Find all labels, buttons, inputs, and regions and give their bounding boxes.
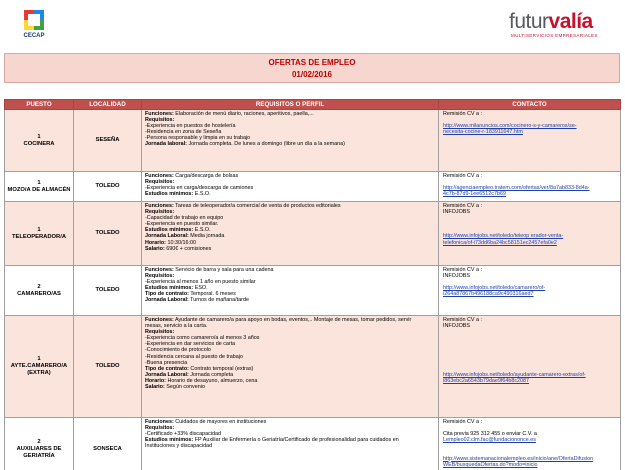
column-header-requisitos: REQUISITOS O PERFIL — [142, 100, 439, 110]
requirement-text: -Experiencia al menos 1 año en puesto similar — [145, 279, 256, 286]
table-row — [5, 172, 621, 202]
requirement-text: -Experiencia en puestos de hostelería — [145, 123, 236, 130]
position-count: 1 — [37, 356, 41, 362]
table-row — [5, 202, 621, 266]
contact-link[interactable]: http://www.infojobs.net/toledo/ayudante-camarero-extras/of- — [443, 371, 586, 378]
page-title: OFERTAS DE EMPLEO — [268, 58, 356, 67]
requirement-text: ESO. — [193, 285, 208, 292]
position-name: MOZO/A DE ALMACÉN — [7, 186, 71, 193]
requirement-label: Requisitos: — [145, 425, 175, 432]
requirement-text: Cuidados de mayores en instituciones — [173, 419, 267, 425]
table-header-row — [5, 100, 621, 110]
position-count: 2 — [37, 439, 41, 445]
contact-text: Cita previa 925 312 455 o enviar C.V. a — [443, 431, 537, 438]
requirement-text: -Experiencia en dar servicios de carta — [145, 341, 236, 348]
requirement-label: Funciones: — [145, 419, 174, 425]
cell-localidad: TOLEDO — [74, 266, 142, 316]
requirement-text: -Capacidad de trabajo en equipo — [145, 215, 224, 222]
cell-contacto — [439, 202, 621, 266]
table-row — [5, 418, 621, 470]
requirement-label: Estudios mínimos: — [145, 227, 194, 234]
cell-contacto — [439, 172, 621, 202]
contact-text: Remisión CV a : — [443, 173, 482, 179]
cell-puesto — [5, 266, 74, 316]
position-name: CAMARERO/AS — [17, 290, 61, 297]
position-name: AYTE.CAMARERO/A (EXTRA) — [10, 363, 68, 376]
requirement-text: E.S.O. — [193, 191, 211, 198]
requirement-label: Jornada Laboral: — [145, 297, 189, 304]
requirement-text: 690€ + comisiones — [164, 245, 212, 252]
requirement-text: -Experiencia como camarero/a al menos 3 años — [145, 335, 260, 342]
contact-text: INFOJOBS — [443, 209, 470, 216]
contact-text: Remisión CV a : — [443, 317, 482, 323]
position-count: 1 — [37, 226, 41, 233]
requirement-label: Horario: — [145, 239, 166, 246]
requirement-label: Estudios mínimos: — [145, 285, 194, 292]
contact-text: Remisión CV a : — [443, 111, 482, 117]
contact-link[interactable]: 4c7b-87d9-1ee6512c7b69 — [443, 191, 506, 198]
requirement-text: Según convenio — [164, 384, 205, 391]
requirement-label: Jornada Laboral: — [145, 371, 189, 378]
requirement-text: Ayudante de camarero/a para apoyo en bodas, eventos,.. Montaje de mesas, tomar pedidos, servir — [173, 317, 412, 323]
cell-puesto — [5, 110, 74, 172]
requirement-line — [145, 297, 436, 303]
logo-word-part1: futur — [509, 10, 549, 33]
position-name: AUXILIARES DE GERIATRÍA — [16, 446, 62, 459]
contact-text: INFOJOBS — [443, 323, 470, 330]
cell-localidad: SESEÑA — [74, 110, 142, 172]
requirement-text: Elaboración de menú diario, raciones, aperitivos, paella,... — [173, 111, 314, 117]
requirement-label: Funciones: — [145, 267, 174, 273]
contact-link[interactable]: Lempleo02.clm.fac@fundaciononce.es — [443, 437, 536, 444]
requirement-text: Horario de desayuno, almuerzo, cena — [165, 377, 258, 384]
cell-localidad: TOLEDO — [74, 316, 142, 418]
requirement-text: -Certificado +33% discapacidad — [145, 431, 221, 438]
page-date: 01/02/2016 — [291, 70, 333, 79]
requirement-label: Estudios mínimos: — [145, 191, 194, 198]
requirement-label: Requisitos: — [145, 329, 175, 336]
contact-text: Remisión CV a : — [443, 419, 482, 425]
contact-link[interactable]: i863ebc2a6543b79dae9f64b8c2087 — [443, 377, 530, 384]
requirement-label: Requisitos: — [145, 179, 175, 186]
cecap-logo-icon — [20, 6, 48, 32]
position-count: 1 — [37, 179, 41, 186]
cell-puesto — [5, 172, 74, 202]
requirement-label: Requisitos: — [145, 209, 175, 216]
requirement-text: Jornada completa — [188, 371, 234, 378]
cell-contacto — [439, 110, 621, 172]
cell-requisitos — [142, 418, 439, 470]
job-offers-table — [4, 99, 621, 470]
cell-requisitos — [142, 202, 439, 266]
contact-link[interactable]: telefonica/of-i73dd6ba24bc58151ec2457efa0e2 — [443, 239, 557, 246]
requirement-text: Turnos de mañana/tarde — [188, 297, 249, 304]
requirement-text: -Experiencia en puesto similar. — [145, 221, 219, 228]
job-rows — [5, 110, 621, 470]
futurvalia-logo-wordmark — [509, 11, 609, 33]
cell-puesto — [5, 316, 74, 418]
cell-requisitos — [142, 316, 439, 418]
requirement-text: 10:30/16:00 — [165, 239, 196, 246]
logo-word-part2: valía — [548, 10, 593, 33]
requirement-label: Funciones: — [145, 111, 174, 117]
requirement-text: -Persona responsable y limpia en su trabajo — [145, 135, 251, 142]
requirement-label: Jornada Laboral: — [145, 233, 189, 240]
table-row — [5, 266, 621, 316]
title-banner — [4, 53, 620, 83]
cell-requisitos — [142, 110, 439, 172]
requirement-label: Funciones: — [145, 317, 174, 323]
requirement-label: Requisitos: — [145, 117, 175, 124]
requirement-text: E.S.O. — [193, 227, 211, 234]
requirement-label: Funciones: — [145, 203, 174, 209]
cell-requisitos — [142, 172, 439, 202]
requirement-text: Servicio de barra y sala para una cadena — [173, 267, 274, 273]
cell-localidad: TOLEDO — [74, 202, 142, 266]
requirement-label: Horario: — [145, 377, 166, 384]
requirement-text: Media jornada — [188, 233, 225, 240]
contact-link[interactable]: WEB/busquedaOfertas.do?modo=inicio — [443, 461, 538, 468]
requirement-text: Temporal. 6 meses — [188, 291, 236, 298]
contact-text: INFOJOBS — [443, 273, 470, 280]
position-name: TELEOPERADOR/A — [11, 233, 67, 240]
column-header-puesto: PUESTO — [5, 100, 74, 110]
requirement-text: Tareas de teleoperador/a comercial de venta de productos editoriales — [173, 203, 341, 209]
requirement-text: Instituciones y discapacidad — [145, 443, 213, 450]
cell-contacto — [439, 266, 621, 316]
requirement-label: Estudios mínimos: — [145, 437, 194, 444]
requirement-label: Salario: — [145, 245, 165, 252]
column-header-localidad: LOCALIDAD — [74, 100, 142, 110]
requirement-text: -Buena presencia — [145, 359, 188, 366]
requirement-label: Salario: — [145, 384, 165, 391]
requirement-line — [145, 443, 436, 449]
table-row — [5, 316, 621, 418]
futurvalia-logo — [509, 11, 609, 41]
cell-contacto — [439, 316, 621, 418]
requirement-line — [145, 246, 436, 252]
requirement-line — [145, 384, 436, 390]
cell-localidad: SONSECA — [74, 418, 142, 470]
requirement-text: Contrato temporal (extras) — [188, 365, 254, 372]
requirement-label: Funciones: — [145, 173, 174, 179]
contact-link[interactable]: http://www.milanuncios.com/cocinero-s-y-camareros/se- — [443, 123, 577, 130]
requirement-text: -Residencia en zona de Seseña — [145, 129, 222, 136]
cecap-logo-text: CECAP — [23, 33, 45, 39]
cell-puesto — [5, 202, 74, 266]
cell-contacto — [439, 418, 621, 470]
requirement-text: Jornada completa. De lunes a domingo (libre un día a la semana) — [186, 141, 345, 148]
requirement-label: Tipo de contrato: — [145, 365, 189, 372]
requirement-line — [145, 191, 436, 197]
futurvalia-logo-tagline: MULTISERVICIOS EMPRESARIALES — [511, 33, 598, 38]
contact-link[interactable]: necesita-cocine-r-183911647.htm — [443, 129, 523, 136]
position-count: 2 — [37, 283, 41, 290]
cecap-logo — [12, 6, 56, 42]
contact-link[interactable]: http://www.sistemanacionalempleo.es/inicio/ane/OfertaDifusion — [443, 455, 594, 462]
position-count: 1 — [37, 133, 41, 140]
cell-puesto — [5, 418, 74, 470]
requirement-text: mesas, servicio a la carta. — [145, 323, 208, 330]
requirement-label: Jornada laboral: — [145, 141, 187, 148]
cell-requisitos — [142, 266, 439, 316]
requirement-label: Requisitos: — [145, 273, 175, 280]
table-row — [5, 110, 621, 172]
requirement-label: Tipo de contrato: — [145, 291, 189, 298]
contact-text: Remisión CV a : — [443, 267, 482, 273]
requirement-text: -Conocimiento de protocolo — [145, 347, 211, 354]
contact-link[interactable]: i264a87867b496188ca9c490316aed7 — [443, 291, 534, 298]
position-name: COCINERA — [23, 140, 55, 147]
contact-text: Remisión CV a : — [443, 203, 482, 209]
column-header-contacto: CONTACTO — [439, 100, 621, 110]
contact-link[interactable]: http://agenciaempleo.tratem.com/ofertas/ver/8a7ab833-8d4a- — [443, 185, 590, 192]
requirement-text: FP Auxiliar de Enfermería o Geriatría/Certificado de profesionalidad para cuidados en — [193, 437, 399, 444]
contact-link[interactable]: http://www.infojobs.net/toledo/teleop erador-venta- — [443, 233, 564, 240]
requirement-text: -Residencia cercana al puesto de trabajo — [145, 353, 243, 360]
cell-localidad: TOLEDO — [74, 172, 142, 202]
contact-link[interactable]: http://www.infojobs.net/toledo/camarero/of- — [443, 285, 546, 292]
requirement-text: -Experiencia en carga/descarga de camiones — [145, 185, 254, 192]
requirement-text: Carga/descarga de bolsas — [173, 173, 239, 179]
requirement-line — [145, 141, 436, 147]
